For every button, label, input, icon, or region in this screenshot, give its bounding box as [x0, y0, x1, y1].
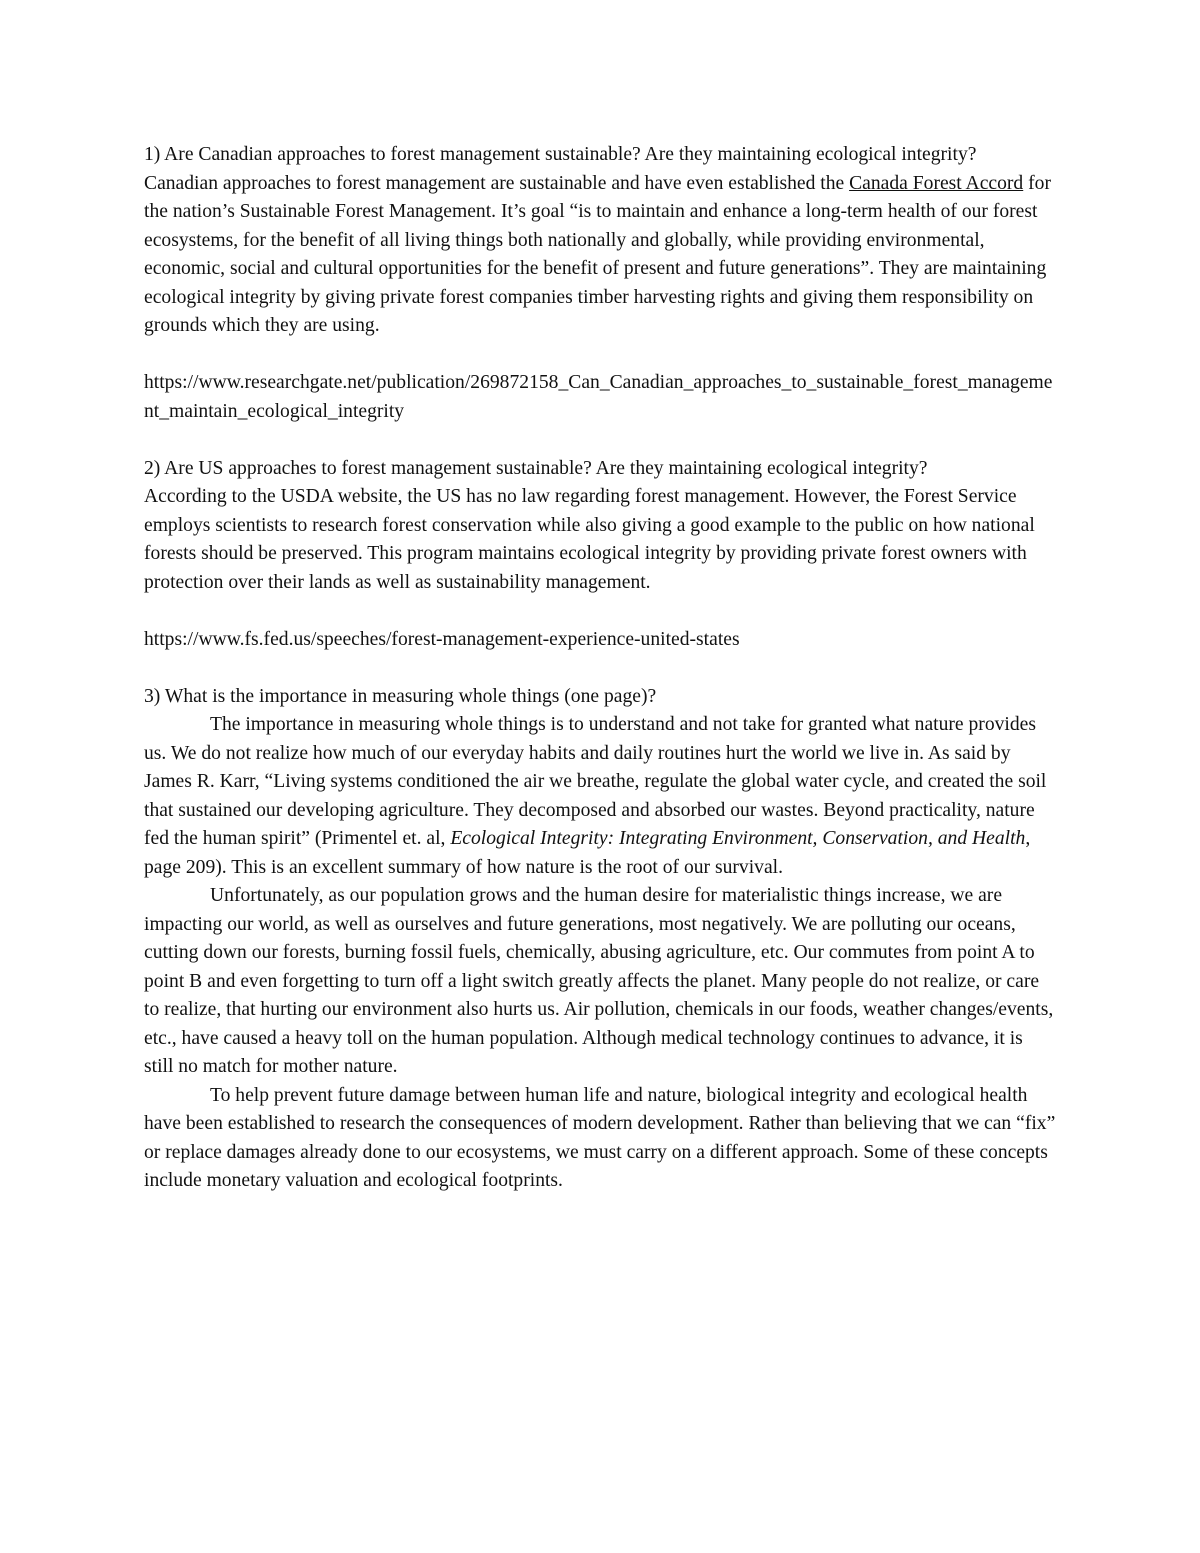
answer-3-paragraph-2: Unfortunately, as our population grows and the human desire for materialistic things increase, we are impacting our world, as well as ourselves and future generations, most negatively. We are polluting our oceans, cutting down our forests, burning fossil fuels, chemically, abusing agriculture, etc. Our commutes from point A to point B and even forgetting to turn off a light switch greatly affects the planet. Many people do not realize, or care to realize, that hurting our environment also hurts us. Air pollution, chemicals in our foods, weather changes/events, etc., have caused a heavy toll on the human population. Although medical technology continues to advance, it is still no match for mother nature. [144, 885, 1054, 1077]
answer-3-paragraph-3: To help prevent future damage between human life and nature, biological integrity and ecological health have been established to research the consequences of modern development. Rather than believing that we can “fix” or replace damages already done to our ecosystems, we must carry on a different approach. Some of these concepts include monetary valuation and ecological footprints. [144, 1084, 1056, 1191]
answer-1-text-end: for the nation’s Sustainable Forest Management. It’s goal “is to maintain and enhance a long-term health of our forest ecosystems, for the benefit of all living things both nationally and globally, while providing environmental, economic, social and cultural opportunities for the benefit of present and future generations”. They are maintaining ecological integrity by giving private forest companies timber harvesting rights and giving them responsibility on grounds which they are using. [144, 172, 1051, 336]
document-page [144, 141, 1056, 1196]
answer-3-paragraph-1 [144, 711, 1056, 882]
question-2-heading: 2) Are US approaches to forest management sustainable? Are they maintaining ecological integrity? [144, 457, 928, 479]
spacer [144, 426, 1056, 455]
answer-2-paragraph: According to the USDA website, the US has no law regarding forest management. However, the Forest Service employs scientists to research forest conservation while also giving a good example to the public on how national forests should be preserved. This program maintains ecological integrity by providing private forest owners with protection over their lands as well as sustainability management. [144, 486, 1035, 593]
spacer [144, 654, 1056, 683]
question-1-heading: 1) Are Canadian approaches to forest management sustainable? Are they maintaining ecological integrity? [144, 144, 977, 165]
source-url-2[interactable]: https://www.fs.fed.us/speeches/forest-management-experience-united-states [144, 628, 740, 650]
answer-3-p1-text-start: The importance in measuring whole things is to understand and not take for granted what nature provides us. We do not realize how much of our everyday habits and daily routines hurt the world we live in. As said by James R. Karr, “Living systems conditioned the air we breathe, regulate the global water cycle, and created the soil that sustained our developing agriculture. They decomposed and absorbed our wastes. Beyond practicality, nature fed the human spirit” (Primentel et. al, [144, 714, 1047, 849]
book-title: Ecological Integrity: Integrating Environment, Conservation, and Health [450, 828, 1026, 849]
source-url-1[interactable]: https://www.researchgate.net/publication/269872158_Can_Canadian_approaches_to_sustainable_forest_management_maintain_ecological_integrity [144, 372, 1053, 422]
spacer [144, 341, 1056, 370]
answer-1-paragraph [144, 170, 1056, 341]
canada-forest-accord-link[interactable]: Canada Forest Accord [849, 172, 1024, 194]
spacer [144, 597, 1056, 626]
answer-3-p1-text-end: , page 209). This is an excellent summary of how nature is the root of our survival. [144, 828, 1031, 878]
question-3-heading: 3) What is the importance in measuring whole things (one page)? [144, 685, 657, 707]
answer-1-text-start: Canadian approaches to forest management are sustainable and have even established the [144, 172, 850, 194]
